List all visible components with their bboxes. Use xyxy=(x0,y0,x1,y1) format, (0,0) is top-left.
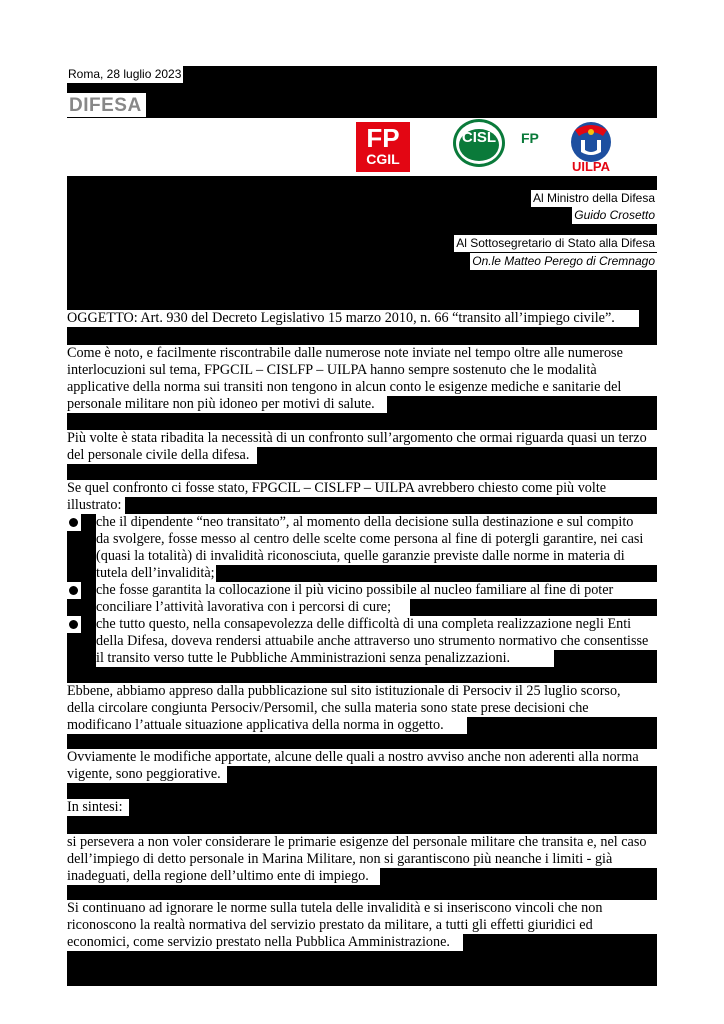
document-title: DIFESA xyxy=(67,93,146,117)
paragraph-4 xyxy=(67,683,657,734)
fp-cgil-logo-line1: FP xyxy=(366,123,400,153)
bullet-line: il transito verso tutte le Pubbliche Amministrazioni senza penalizzazioni. xyxy=(96,650,554,667)
bullet-line: tutela dell’invalidità; xyxy=(96,565,215,581)
document-date: Roma, 28 luglio 2023 xyxy=(68,67,182,81)
paragraph-line: dell’impiego di detto personale in Marina Militare, non si garantiscono più neanche i limiti - già xyxy=(67,851,657,868)
bullet-line: che il dipendente “neo transitato”, al momento della decisione sulla destinazione e sul compito xyxy=(96,514,657,531)
paragraph-line: riconoscono la realtà normativa del servizio prestato da militare, a tutti gli effetti giuridici ed xyxy=(67,917,657,934)
paragraph-line: Si continuano ad ignorare le norme sulla tutela delle invalidità e si inseriscono vincoli che non xyxy=(67,900,657,917)
paragraph-line: applicative della norma sui transiti non tengono in alcun conto le esigenze mediche e sanitarie del xyxy=(67,379,657,396)
paragraph-line: Più volte è stata ribadita la necessità di un confronto sull’argomento che ormai riguarda quasi un terzo xyxy=(67,430,657,447)
bullet-dot-icon xyxy=(69,620,78,629)
bullet-dot-icon xyxy=(69,518,78,527)
recipient-name-1: Guido Crosetto xyxy=(574,208,655,222)
paragraph-line: della circolare congiunta Persociv/Persomil, che sulla materia sono state prese decisioni che xyxy=(67,700,657,717)
paragraph-line: Ebbene, abbiamo appreso dalla pubblicazione sul sito istituzionale di Persociv il 25 luglio scorso, xyxy=(67,683,657,700)
paragraph-line: modificano l’attuale situazione applicativa della norma in oggetto. xyxy=(67,717,467,734)
paragraph-1 xyxy=(67,345,657,413)
paragraph-line: del personale civile della difesa. xyxy=(67,447,257,464)
bullet-dot-icon xyxy=(69,586,78,595)
paragraph-line: si persevera a non voler considerare le primarie esigenze del personale militare che transita e, nel caso xyxy=(67,834,657,851)
cisl-logo-text: CISL xyxy=(461,129,497,146)
recipient-role-2: Al Sottosegretario di Stato alla Difesa xyxy=(456,236,655,250)
paragraph-7 xyxy=(67,834,657,885)
paragraph-line: personale militare non più idoneo per motivi di salute. xyxy=(67,396,387,413)
paragraph-line: In sintesi: xyxy=(67,799,129,816)
cisl-fp-logo xyxy=(451,118,551,172)
paragraph-line: inadeguati, della regione dell’ultimo ente di impiego. xyxy=(67,868,380,885)
bullet-line: (quasi la totalità) di invalidità riconosciuta, quelle garanzie previste dalle norme in materia di xyxy=(96,548,657,565)
bullet-line: conciliare l’attività lavorativa con i percorsi di cure; xyxy=(96,599,410,616)
fp-cgil-logo xyxy=(356,122,410,172)
recipient-role-1: Al Ministro della Difesa xyxy=(532,191,655,205)
paragraph-2 xyxy=(67,430,657,464)
paragraph-3 xyxy=(67,480,657,514)
paragraph-line: Se quel confronto ci fosse stato, FPGCIL – CISLFP – UILPA avrebbero chiesto come più volte xyxy=(67,480,657,497)
uilpa-logo-text: UILPA xyxy=(571,159,611,174)
cisl-fp-logo-text: FP xyxy=(521,130,539,146)
bullet-line: della Difesa, doveva rendersi attuabile anche attraverso uno strumento normativo che consentisse xyxy=(96,633,657,650)
uilpa-logo xyxy=(557,118,625,176)
paragraph-line: Come è noto, e facilmente riscontrabile dalle numerose note inviate nel tempo oltre alle numerose xyxy=(67,345,657,362)
fp-cgil-logo-line2: CGIL xyxy=(366,151,400,167)
paragraph-line: Ovviamente le modifiche apportate, alcune delle quali a nostro avviso anche non aderenti alla norma xyxy=(67,749,657,766)
bullet-line: che fosse garantita la collocazione il più vicino possibile al nucleo familiare al fine di poter xyxy=(96,582,657,599)
bullet-line: da svolgere, fosse messo al centro delle scelte come persona al fine di potergli garantire, nei casi xyxy=(96,531,657,548)
paragraph-line: vigente, sono peggiorative. xyxy=(67,766,227,783)
union-logos-strip xyxy=(67,118,657,176)
paragraph-line: economici, come servizio prestato nella Pubblica Amministrazione. xyxy=(67,934,463,951)
paragraph-6 xyxy=(67,799,129,816)
paragraph-8 xyxy=(67,900,657,951)
bullet-line: che tutto questo, nella consapevolezza delle difficoltà di una completa realizzazione negli Enti xyxy=(96,616,657,633)
subject-line: OGGETTO: Art. 930 del Decreto Legislativo 15 marzo 2010, n. 66 “transito all’impiego civile”. xyxy=(67,310,639,327)
paragraph-line: illustrato: xyxy=(67,497,125,514)
paragraph-5 xyxy=(67,749,657,783)
recipient-name-2: On.le Matteo Perego di Cremnago xyxy=(472,254,655,268)
redacted-document-page xyxy=(67,66,657,986)
paragraph-line: interlocuzioni sul tema, FPGCIL – CISLFP – UILPA hanno sempre sostenuto che le modalità xyxy=(67,362,657,379)
